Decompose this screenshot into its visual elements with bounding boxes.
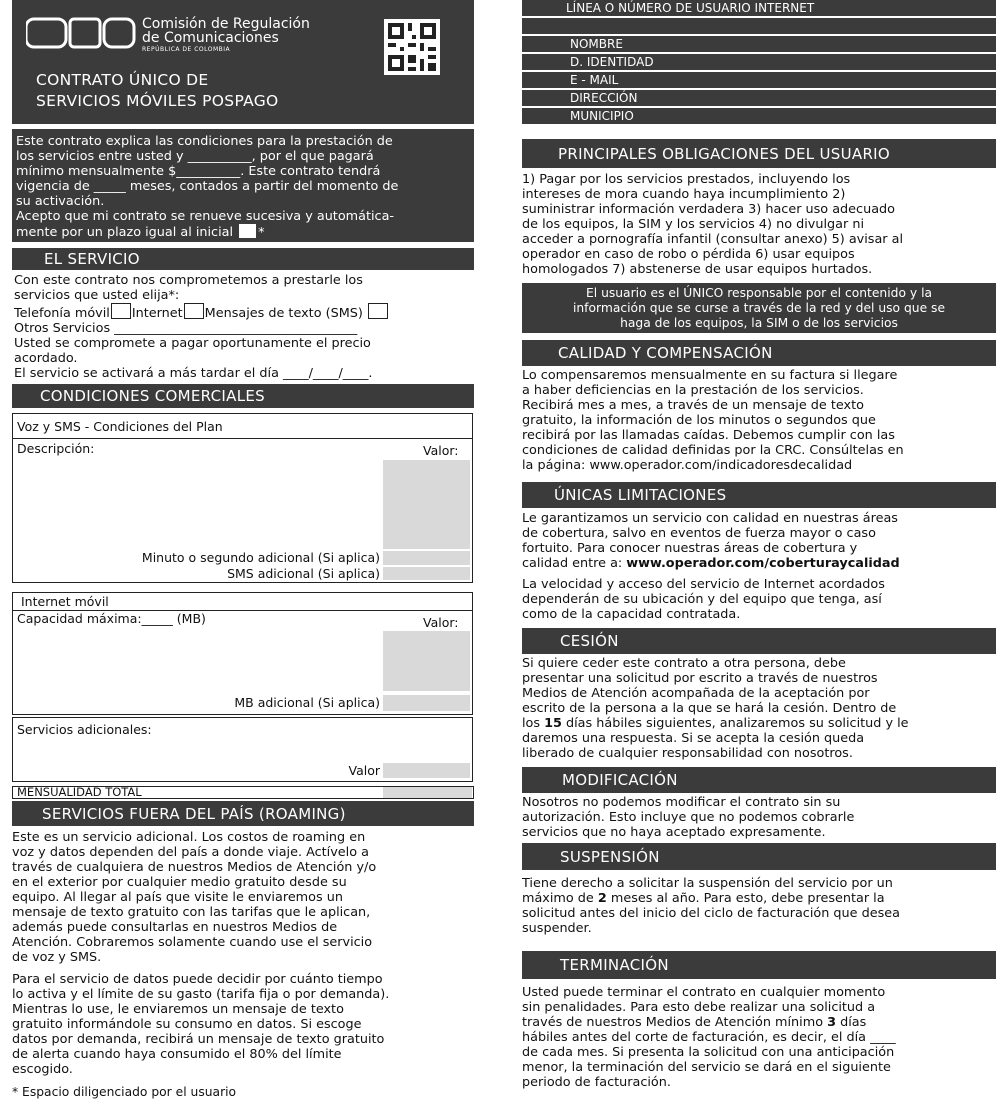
- servicio-heading: [12, 248, 474, 270]
- cesion-line: Si quiere ceder este contrato a otra persona, debe: [522, 656, 846, 671]
- suspension-prefix: máximo de: [522, 891, 598, 906]
- limitaciones-line: fortuito. Para conocer nuestras áreas de cobertura y: [522, 541, 858, 556]
- qr-code-graphic: [384, 19, 440, 75]
- servicio-line: acordado.: [14, 351, 78, 366]
- suspension-months: 2: [597, 891, 607, 906]
- terminacion-days: 3: [827, 1015, 836, 1030]
- contract-title-line1: CONTRATO ÚNICO DE: [36, 71, 209, 89]
- roaming-line: Mientras lo use, le enviaremos un mensaje de texto: [12, 1002, 344, 1017]
- adicionales-valor-label: Valor: [348, 763, 380, 778]
- option-internet-label: Internet: [131, 306, 183, 321]
- cesion-line: escrito de la persona a la que se hará la cesión. Dentro de: [522, 701, 897, 716]
- limitaciones-line: como de la capacidad contratada.: [522, 607, 741, 622]
- servicio-body: [14, 273, 474, 381]
- field-nombre[interactable]: [522, 36, 996, 54]
- limitaciones-body: [522, 511, 996, 622]
- modificacion-line: servicios que no haya aceptado expresamente.: [522, 825, 826, 840]
- limitaciones-line: dependerán de su ubicación y del equipo que tenga, así: [522, 592, 882, 607]
- roaming-line: Este es un servicio adicional. Los costos de roaming en: [12, 830, 366, 845]
- servicio-line: Con este contrato nos comprometemos a prestarle los: [14, 273, 363, 288]
- modificacion-heading-text: MODIFICACIÓN: [562, 771, 678, 789]
- roaming-line: de voz y SMS.: [12, 950, 102, 965]
- adicionales-box: [12, 717, 473, 782]
- calidad-heading-text: CALIDAD Y COMPENSACIÓN: [558, 344, 773, 362]
- intro-box: [12, 129, 474, 242]
- cesion-line: liberado de cualquier responsabilidad con nosotros.: [522, 746, 853, 761]
- internet-title: Internet móvil: [21, 594, 109, 609]
- field-label: E - MAIL: [570, 73, 619, 87]
- terminacion-line: periodo de facturación.: [522, 1075, 671, 1090]
- internet-checkbox[interactable]: [184, 303, 204, 319]
- obligaciones-line: de los equipos, la SIM y los servicios 4) no divulgar ni: [522, 217, 865, 232]
- servicio-line: servicios que usted elija*:: [14, 288, 180, 303]
- voz-sms-title: Voz y SMS - Condiciones del Plan: [17, 419, 223, 434]
- cesion-prefix: los: [522, 716, 545, 731]
- field-label: MUNICIPIO: [570, 109, 634, 123]
- otros-servicios-line[interactable]: Otros Servicios ______________________________________: [14, 321, 358, 336]
- terminacion-line: hábiles antes del corte de facturación, es decir, el día ____: [522, 1030, 896, 1045]
- obligaciones-body: [522, 172, 996, 277]
- intro-line: Acepto que mi contrato se renueve sucesiva y automática-: [16, 209, 395, 224]
- telefonia-checkbox[interactable]: [111, 303, 131, 319]
- obligaciones-line: suministrar información verdadera 3) hacer uso adecuado: [522, 202, 895, 217]
- org-country: REPÚBLICA DE COLOMBIA: [142, 46, 231, 53]
- suspension-line: Tiene derecho a solicitar la suspensión del servicio por un: [522, 876, 893, 891]
- roaming-heading-text: SERVICIOS FUERA DEL PAÍS (ROAMING): [42, 804, 346, 823]
- terminacion-body: [522, 985, 996, 1090]
- roaming-line: equipo. Al llegar al país que visite le enviaremos un: [12, 890, 343, 905]
- roaming-line: además puede consultarlas en nuestros Medios de: [12, 920, 338, 935]
- suspension-body: [522, 876, 996, 936]
- modificacion-body: [522, 795, 996, 840]
- contract-header: [12, 0, 474, 124]
- calidad-heading: [522, 340, 996, 366]
- roaming-line: Atención. Cobraremos solamente cuando use el servicio: [12, 935, 373, 950]
- terminacion-heading-text: TERMINACIÓN: [560, 956, 669, 974]
- servicio-options: [14, 303, 474, 321]
- voz-sms-box: [12, 413, 473, 583]
- responsabilidad-line: El usuario es el ÚNICO responsable por el contenido y la: [585, 286, 933, 300]
- modificacion-line: autorización. Esto incluye que no podemos cobrarle: [522, 810, 855, 825]
- comerciales-heading-text: CONDICIONES COMERCIALES: [40, 387, 265, 405]
- calidad-line: Lo compensaremos mensualmente en su factura si llegare: [522, 368, 898, 383]
- calidad-line: condiciones de calidad definidas por la CRC. Consúltelas en: [522, 443, 904, 458]
- terminacion-line: sin penalidades. Para esto debe realizar una solicitud a: [522, 1000, 876, 1015]
- obligaciones-line: acceder a pornografía infantil (consultar anexo) 5) avisar al: [522, 232, 904, 247]
- capacidad-label[interactable]: Capacidad máxima:_____ (MB): [17, 611, 206, 626]
- calidad-url-line: la página: www.operador.com/indicadoresdecalidad: [522, 458, 853, 473]
- footnote: * Espacio diligenciado por el usuario: [12, 1085, 237, 1099]
- intro-renewal-line: [16, 224, 470, 240]
- option-telefonia-label: Telefonía móvil: [14, 306, 110, 321]
- obligaciones-line: 1) Pagar por los servicios prestados, incluyendo los: [522, 172, 851, 187]
- calidad-line: gratuito, la información de los minutos o segundos que: [522, 413, 876, 428]
- field-label: NOMBRE: [570, 37, 623, 51]
- roaming-line: en el exterior por cualquier medio gratuito desde su: [12, 875, 347, 890]
- cesion-days-line: [522, 716, 996, 731]
- limitaciones-line: Le garantizamos un servicio con calidad en nuestras áreas: [522, 511, 898, 526]
- mensualidad-field[interactable]: [383, 787, 472, 799]
- mensualidad-label: MENSUALIDAD TOTAL: [17, 786, 142, 799]
- field-label: D. IDENTIDAD: [570, 55, 654, 69]
- cesion-line: presentar una solicitud por escrito a través de nuestros: [522, 671, 878, 686]
- calidad-line: Recibirá mes a mes, a través de un mensaje de texto: [522, 398, 864, 413]
- renewal-checkbox[interactable]: [239, 224, 256, 238]
- roaming-line: gratuito informándole su consumo en datos. Si escoge: [12, 1017, 362, 1032]
- field-linea[interactable]: [522, 0, 996, 18]
- obligaciones-heading: [522, 139, 996, 168]
- servicio-heading-text: EL SERVICIO: [44, 250, 140, 268]
- limitaciones-line: La velocidad y acceso del servicio de Internet acordados: [522, 577, 885, 592]
- divider: [13, 438, 472, 439]
- terminacion-line: Usted puede terminar el contrato en cualquier momento: [522, 985, 886, 1000]
- crc-logo-icon: [26, 17, 136, 49]
- responsabilidad-line: información que se curse a través de la red y del uso que se: [572, 301, 946, 315]
- terminacion-prefix: través de nuestros Medios de Atención mínimo: [522, 1015, 828, 1030]
- servicio-line: Usted se compromete a pagar oportunamente el precio: [14, 336, 371, 351]
- minuto-adicional-label: Minuto o segundo adicional (Si aplica): [141, 550, 380, 565]
- sms-adicional-field[interactable]: [383, 567, 470, 580]
- field-label: LÍNEA O NÚMERO DE USUARIO INTERNET: [566, 1, 815, 15]
- crc-logo: [26, 17, 136, 49]
- internet-valor-label: Valor:: [423, 615, 459, 630]
- minuto-adicional-field[interactable]: [383, 551, 470, 565]
- field-identidad[interactable]: [522, 54, 996, 72]
- mensualidad-row: [12, 786, 474, 799]
- modificacion-heading: [522, 767, 996, 793]
- user-fields: [522, 0, 996, 126]
- roaming-line: escogido.: [12, 1062, 73, 1077]
- terminacion-suffix: días: [836, 1015, 867, 1030]
- field-municipio[interactable]: [522, 108, 996, 126]
- field-label: DIRECCIÓN: [570, 91, 638, 105]
- obligaciones-line: operador en caso de robo o pérdida 6) usar equipos: [522, 247, 855, 262]
- roaming-line: través de cualquiera de nuestros Medios de Atención y/o: [12, 860, 377, 875]
- modificacion-line: Nosotros no podemos modificar el contrato sin su: [522, 795, 841, 810]
- contract-title-line2: SERVICIOS MÓVILES POSPAGO: [36, 92, 279, 110]
- asterisk: *: [258, 225, 265, 240]
- obligaciones-heading-text: PRINCIPALES OBLIGACIONES DEL USUARIO: [558, 144, 891, 163]
- org-name: [142, 17, 310, 54]
- roaming-heading: [12, 801, 474, 826]
- cesion-line: Medios de Atención acompañada de la aceptación por: [522, 686, 870, 701]
- limitaciones-heading: [522, 482, 996, 508]
- responsabilidad-box: [522, 283, 996, 333]
- limitaciones-heading-text: ÚNICAS LIMITACIONES: [554, 486, 727, 504]
- roaming-body: [12, 830, 474, 1100]
- suspension-heading-text: SUSPENSIÓN: [560, 847, 660, 866]
- adicionales-valor-field[interactable]: [383, 763, 470, 778]
- intro-line: vigencia de _____ meses, contados a partir del momento de: [16, 179, 399, 194]
- terminacion-line: menor, la terminación del servicio se dará en el siguiente: [522, 1060, 891, 1075]
- roaming-line: voz y datos dependen del país a donde viaje. Actívelo a: [12, 845, 369, 860]
- sms-adicional-label: SMS adicional (Si aplica): [227, 566, 380, 581]
- comerciales-heading: [12, 384, 474, 408]
- cesion-days: 15: [544, 716, 562, 731]
- roaming-line: datos por demanda, recibirá un mensaje de texto gratuito: [12, 1032, 385, 1047]
- descripcion-label: Descripción:: [17, 441, 95, 456]
- voz-valor-label: Valor:: [423, 443, 459, 458]
- field-direccion[interactable]: [522, 90, 996, 108]
- mb-adicional-field[interactable]: [383, 695, 470, 711]
- qr-code-icon: [384, 19, 440, 75]
- field-blank[interactable]: [522, 18, 996, 36]
- org-name-line1: Comisión de Regulación: [142, 16, 310, 32]
- cesion-heading-text: CESIÓN: [560, 632, 619, 650]
- roaming-line: de alerta cuando haya consumido el 80% del límite: [12, 1047, 342, 1062]
- suspension-suffix: meses al año. Para esto, debe presentar la: [606, 891, 885, 906]
- option-sms-label: Mensajes de texto (SMS): [204, 306, 363, 321]
- voz-valor-field[interactable]: [383, 460, 470, 549]
- roaming-line: mensaje de texto gratuito con las tarifas que le aplican,: [12, 905, 371, 920]
- coverage-link[interactable]: www.operador.com/coberturaycalidad: [626, 556, 900, 571]
- calidad-body: [522, 368, 996, 473]
- obligaciones-line: intereses de mora cuando haya incumplimiento 2): [522, 187, 846, 202]
- roaming-line: lo activa y el límite de su gasto (tarifa fija o por demanda).: [12, 987, 390, 1002]
- intro-line: Este contrato explica las condiciones para la prestación de: [16, 134, 393, 149]
- suspension-line: solicitud antes del inicio del ciclo de facturación que desea: [522, 906, 900, 921]
- calidad-line: recibirá por las llamadas caídas. Debemos cumplir con las: [522, 428, 895, 443]
- suspension-months-line: [522, 891, 996, 906]
- intro-line: mínimo mensualmente $__________. Este contrato tendrá: [16, 164, 381, 179]
- suspension-heading: [522, 843, 996, 870]
- cesion-line: daremos una respuesta. Si se acepta la cesión queda: [522, 731, 865, 746]
- limitaciones-prefix: calidad entre a:: [522, 556, 627, 571]
- activation-date-line[interactable]: El servicio se activará a más tardar el día ____/____/____.: [14, 366, 373, 381]
- obligaciones-line: homologados 7) abstenerse de usar equipos hurtados.: [522, 262, 873, 277]
- cesion-suffix: días hábiles siguientes, analizaremos su solicitud y le: [561, 716, 909, 731]
- limitaciones-line: de cobertura, salvo en eventos de fuerza mayor o caso: [522, 526, 876, 541]
- cesion-heading: [522, 628, 996, 654]
- responsabilidad-line: haga de los equipos, la SIM o de los servicios: [620, 316, 898, 330]
- intro-line: mente por un plazo igual al inicial: [16, 225, 234, 240]
- contract-title: [36, 70, 279, 112]
- calidad-line: a haber deficiencias en la prestación de los servicios.: [522, 383, 864, 398]
- intro-line: su activación.: [16, 194, 105, 209]
- terminacion-heading: [522, 951, 996, 979]
- cesion-body: [522, 656, 996, 761]
- intro-line: los servicios entre usted y __________, por el que pagará: [16, 149, 374, 164]
- roaming-line: Para el servicio de datos puede decidir por cuánto tiempo: [12, 972, 383, 987]
- adicionales-title: Servicios adicionales:: [17, 722, 152, 737]
- internet-valor-field[interactable]: [383, 631, 470, 691]
- sms-checkbox[interactable]: [368, 303, 388, 319]
- limitaciones-link-line: [522, 556, 996, 571]
- field-email[interactable]: [522, 72, 996, 90]
- terminacion-line: de cada mes. Si presenta la solicitud con una anticipación: [522, 1045, 895, 1060]
- terminacion-days-line: [522, 1015, 996, 1030]
- suspension-line: suspender.: [522, 921, 592, 936]
- internet-box: [12, 592, 473, 715]
- mb-adicional-label: MB adicional (Si aplica): [234, 695, 380, 710]
- org-name-line2: de Comunicaciones: [142, 30, 279, 46]
